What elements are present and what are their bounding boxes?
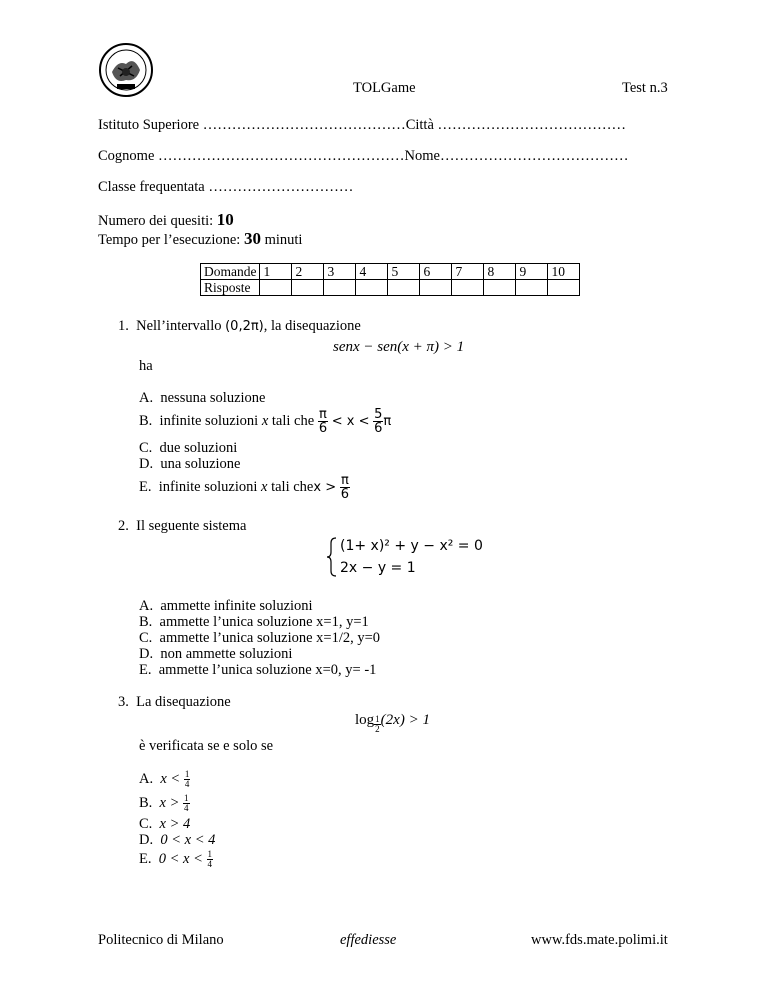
option-var: x	[261, 478, 268, 495]
option-letter: E.	[139, 478, 152, 495]
q2-eq2: 2x − y = 1	[340, 560, 416, 576]
col-header: 8	[484, 264, 516, 280]
q3-option-d[interactable]	[139, 832, 215, 849]
numerator: 1	[184, 769, 190, 779]
option-letter: C.	[139, 440, 153, 456]
option-text: ammette infinite soluzioni	[160, 598, 313, 614]
cognome-line: Cognome ……………………………………………Nome…………………………………	[98, 148, 629, 164]
option-text: non ammette soluzioni	[160, 646, 293, 662]
option-text: ammette l’unica soluzione x=0, y= -1	[158, 662, 377, 678]
answer-cell[interactable]	[484, 280, 516, 296]
q3-option-b[interactable]	[139, 794, 190, 813]
option-text: tali che	[271, 478, 314, 495]
answer-cell[interactable]	[388, 280, 420, 296]
option-letter: D.	[139, 456, 154, 472]
numerator: π	[340, 473, 349, 488]
option-text: tali che	[271, 412, 315, 429]
answer-cell[interactable]	[452, 280, 484, 296]
option-text: x >	[159, 794, 180, 811]
q3-verif: è verificata se e solo se	[139, 738, 274, 754]
option-text: infinite soluzioni	[158, 478, 258, 495]
q1-ha: ha	[139, 358, 153, 374]
col-header: 2	[292, 264, 324, 280]
quesiti-label: Numero dei quesiti:	[98, 213, 214, 229]
denominator: 4	[184, 803, 189, 813]
q1-option-d[interactable]	[139, 456, 241, 473]
option-text: π	[383, 413, 392, 429]
log-text: log	[355, 712, 375, 728]
numerator: 1	[184, 793, 189, 803]
option-letter: C.	[139, 630, 153, 646]
q2-eq1: (1+ x)² + y − x² = 0	[340, 538, 483, 554]
fraction	[184, 770, 191, 789]
tempo-unit: minuti	[264, 232, 303, 248]
denominator: 6	[374, 421, 383, 436]
tempo-line	[98, 229, 302, 249]
q3-text: La disequazione	[136, 694, 231, 710]
option-text: infinite soluzioni	[159, 412, 259, 429]
fraction	[318, 408, 328, 435]
option-relation: x >	[313, 479, 337, 495]
option-text: ammette l’unica soluzione x=1, y=1	[159, 614, 369, 630]
numerator: π	[319, 407, 327, 422]
option-letter: B.	[139, 412, 153, 429]
q1-stem	[118, 318, 361, 335]
option-letter: E.	[139, 850, 152, 867]
footer-left: Politecnico di Milano	[98, 932, 224, 948]
footer-right[interactable]: www.fds.mate.polimi.it	[531, 932, 668, 948]
politecnico-seal-logo	[98, 42, 154, 98]
q1-interval: (0,2π)	[225, 319, 264, 334]
q3-option-c[interactable]	[139, 816, 190, 833]
option-letter: B.	[139, 614, 153, 630]
quesiti-value: 10	[216, 210, 234, 229]
col-header: 6	[420, 264, 452, 280]
fraction	[340, 474, 350, 501]
col-header: 1	[260, 264, 292, 280]
option-var: x	[261, 412, 269, 429]
option-letter: C.	[139, 816, 153, 832]
log-argument: (2x) > 1	[380, 712, 430, 728]
answer-cell[interactable]	[324, 280, 356, 296]
q1-option-e[interactable]	[139, 474, 350, 501]
q1-number: 1.	[118, 318, 129, 334]
q1-text2: , la disequazione	[263, 318, 361, 334]
test-number: Test n.3	[622, 80, 668, 96]
option-letter: A.	[139, 390, 154, 406]
q1-option-c[interactable]	[139, 440, 237, 457]
option-text: una soluzione	[160, 456, 241, 472]
system-brace	[326, 537, 338, 577]
col-header: 4	[356, 264, 388, 280]
denominator: 6	[318, 421, 328, 436]
option-letter: D.	[139, 646, 154, 662]
q3-stem	[118, 694, 231, 711]
answer-table	[200, 263, 580, 296]
table-row	[201, 280, 580, 296]
footer-center: effediesse	[340, 932, 397, 948]
q2-number: 2.	[118, 518, 129, 534]
numerator: 1	[375, 714, 380, 724]
q2-option-d[interactable]	[139, 646, 292, 663]
q2-option-a[interactable]	[139, 598, 313, 615]
answer-cell[interactable]	[292, 280, 324, 296]
q1-text: Nell’intervallo	[136, 318, 222, 334]
option-letter: A.	[139, 598, 154, 614]
denominator: 6	[340, 487, 349, 502]
option-relation: < x <	[331, 413, 370, 429]
q1-formula: senx − sen(x + π) > 1	[333, 339, 465, 355]
option-text: due soluzioni	[159, 440, 238, 456]
header-title: TOLGame	[353, 80, 416, 96]
q3-option-e[interactable]	[139, 850, 213, 869]
option-text: 0 < x < 4	[160, 832, 216, 848]
answer-cell[interactable]	[548, 280, 580, 296]
fraction	[373, 408, 383, 435]
numerator: 5	[374, 407, 383, 422]
fraction	[207, 850, 214, 869]
denominator: 4	[184, 779, 190, 789]
col-header: 5	[388, 264, 420, 280]
option-letter: A.	[139, 770, 154, 787]
tempo-label: Tempo per l’esecuzione:	[98, 232, 241, 248]
col-header: 10	[548, 264, 580, 280]
option-text: x > 4	[159, 816, 191, 832]
q2-stem	[118, 518, 246, 535]
domande-label: Domande	[201, 264, 260, 280]
col-header: 9	[516, 264, 548, 280]
q2-text: Il seguente sistema	[136, 518, 247, 534]
q3-formula	[355, 712, 430, 734]
answer-cell[interactable]	[260, 280, 292, 296]
option-text: x <	[160, 770, 181, 787]
col-header: 3	[324, 264, 356, 280]
option-text: ammette l’unica soluzione x=1/2, y=0	[159, 630, 381, 646]
option-letter: D.	[139, 832, 154, 848]
answer-cell[interactable]	[356, 280, 388, 296]
q1-option-b[interactable]	[139, 408, 391, 435]
istituto-line: Istituto Superiore ……………………………………Città …………………………………	[98, 117, 627, 133]
q2-option-e[interactable]	[139, 662, 376, 679]
option-letter: E.	[139, 662, 152, 678]
q1-option-a[interactable]	[139, 390, 265, 407]
option-text: nessuna soluzione	[160, 390, 266, 406]
answer-cell[interactable]	[420, 280, 452, 296]
option-letter: B.	[139, 794, 153, 811]
col-header: 7	[452, 264, 484, 280]
q2-option-b[interactable]	[139, 614, 369, 631]
fraction	[183, 794, 190, 813]
denominator: 4	[207, 859, 212, 869]
risposte-label: Risposte	[201, 280, 260, 296]
q3-option-a[interactable]	[139, 770, 190, 789]
q3-number: 3.	[118, 694, 129, 710]
numerator: 1	[207, 849, 212, 859]
answer-cell[interactable]	[516, 280, 548, 296]
option-text: 0 < x <	[158, 850, 203, 867]
quesiti-line	[98, 210, 234, 230]
tempo-value: 30	[243, 229, 261, 248]
table-row	[201, 264, 580, 280]
classe-line: Classe frequentata …………………………	[98, 179, 354, 195]
denominator: 2	[375, 724, 380, 734]
q2-option-c[interactable]	[139, 630, 380, 647]
